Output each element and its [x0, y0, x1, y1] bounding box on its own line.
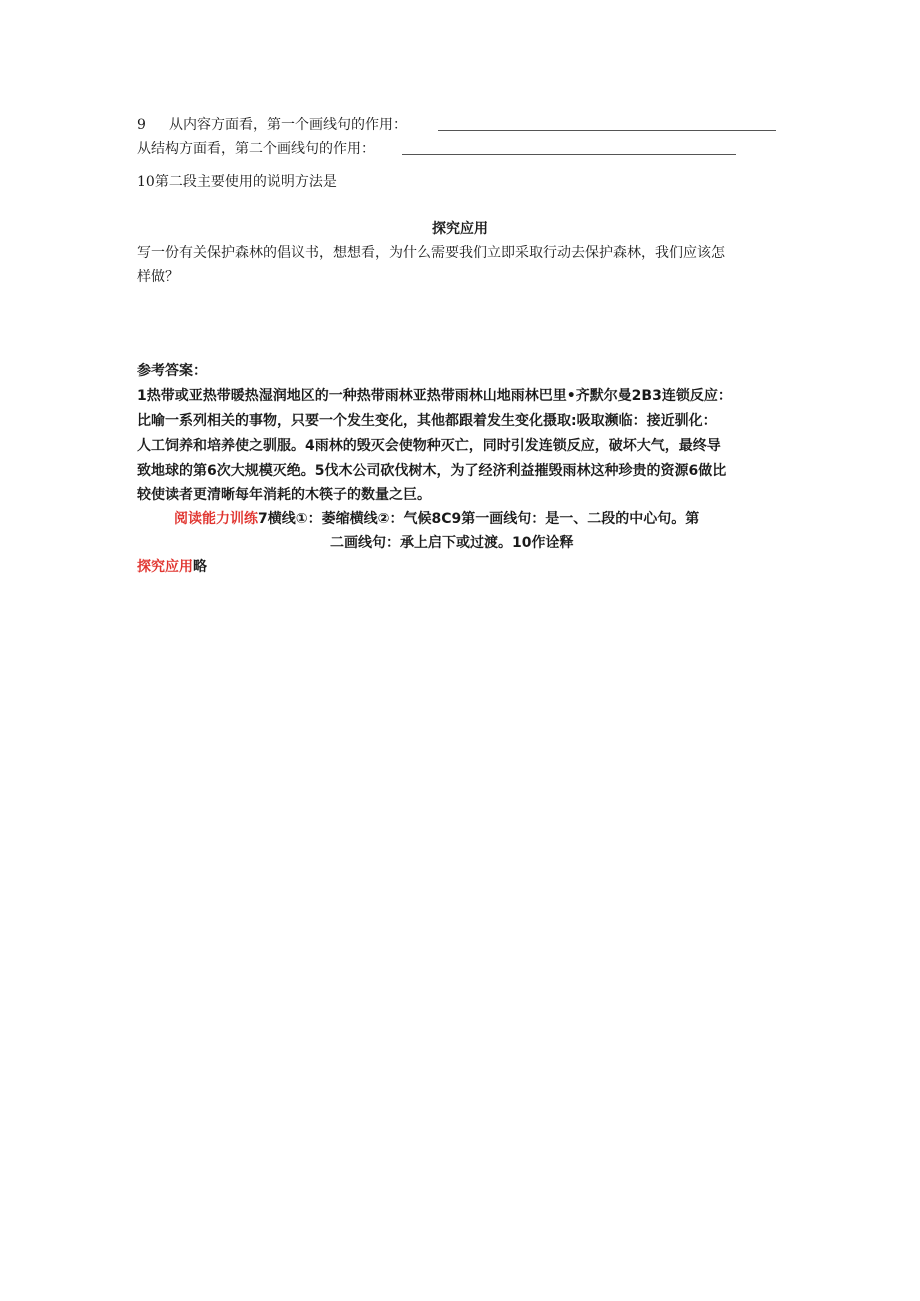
q9-structure-answer-blank[interactable]	[402, 154, 736, 155]
answers-heading: 参考答案：	[137, 363, 207, 379]
q9-content-prompt: 从内容方面看，第一个画线句的作用：	[169, 117, 407, 133]
q9-content-answer-blank[interactable]	[438, 130, 776, 131]
reading-training-line-2: 二画线句：承上启下或过渡。10作诠释	[330, 535, 574, 551]
explore-text-line-1: 写一份有关保护森林的倡议书，想想看，为什么需要我们立即采取行动去保护森林，我们应该怎	[137, 245, 725, 261]
q9-content-line	[137, 116, 407, 134]
q9-number: 9	[137, 117, 146, 133]
explore-answer-label: 探究应用	[137, 559, 193, 575]
explore-heading: 探究应用	[432, 221, 488, 237]
reading-training-line	[174, 510, 699, 528]
answer-line-5: 较使读者更清晰每年消耗的木筷子的数量之巨。	[137, 487, 431, 503]
answer-line-2: 比喻一系列相关的事物，只要一个发生变化，其他都跟着发生变化摄取:吸取濒临：接近驯化：	[137, 413, 717, 429]
explore-answer-text: 略	[193, 559, 207, 575]
q10-line	[137, 173, 337, 191]
reading-training-label: 阅读能力训练	[174, 511, 258, 527]
explore-text-line-2: 样做？	[137, 269, 179, 285]
q9-structure-prompt: 从结构方面看，第二个画线句的作用：	[137, 141, 375, 157]
q10-prompt: 10第二段主要使用的说明方法是	[137, 174, 337, 190]
explore-answer-line	[137, 558, 207, 576]
answer-line-1: 1热带或亚热带暖热湿润地区的一种热带雨林亚热带雨林山地雨林巴里•齐默尔曼2B3连锁反应：	[137, 388, 732, 404]
reading-training-text: 7横线①：萎缩横线②：气候8C9第一画线句：是一、二段的中心句。第	[258, 511, 700, 527]
answer-line-3: 人工饲养和培养使之驯服。4雨林的毁灭会使物种灭亡，同时引发连锁反应，破坏大气，最终导	[137, 438, 721, 454]
q9-structure-line	[137, 140, 375, 158]
answer-line-4: 致地球的第6次大规模灭绝。5伐木公司砍伐树木，为了经济利益摧毁雨林这种珍贵的资源6做比	[137, 463, 727, 479]
